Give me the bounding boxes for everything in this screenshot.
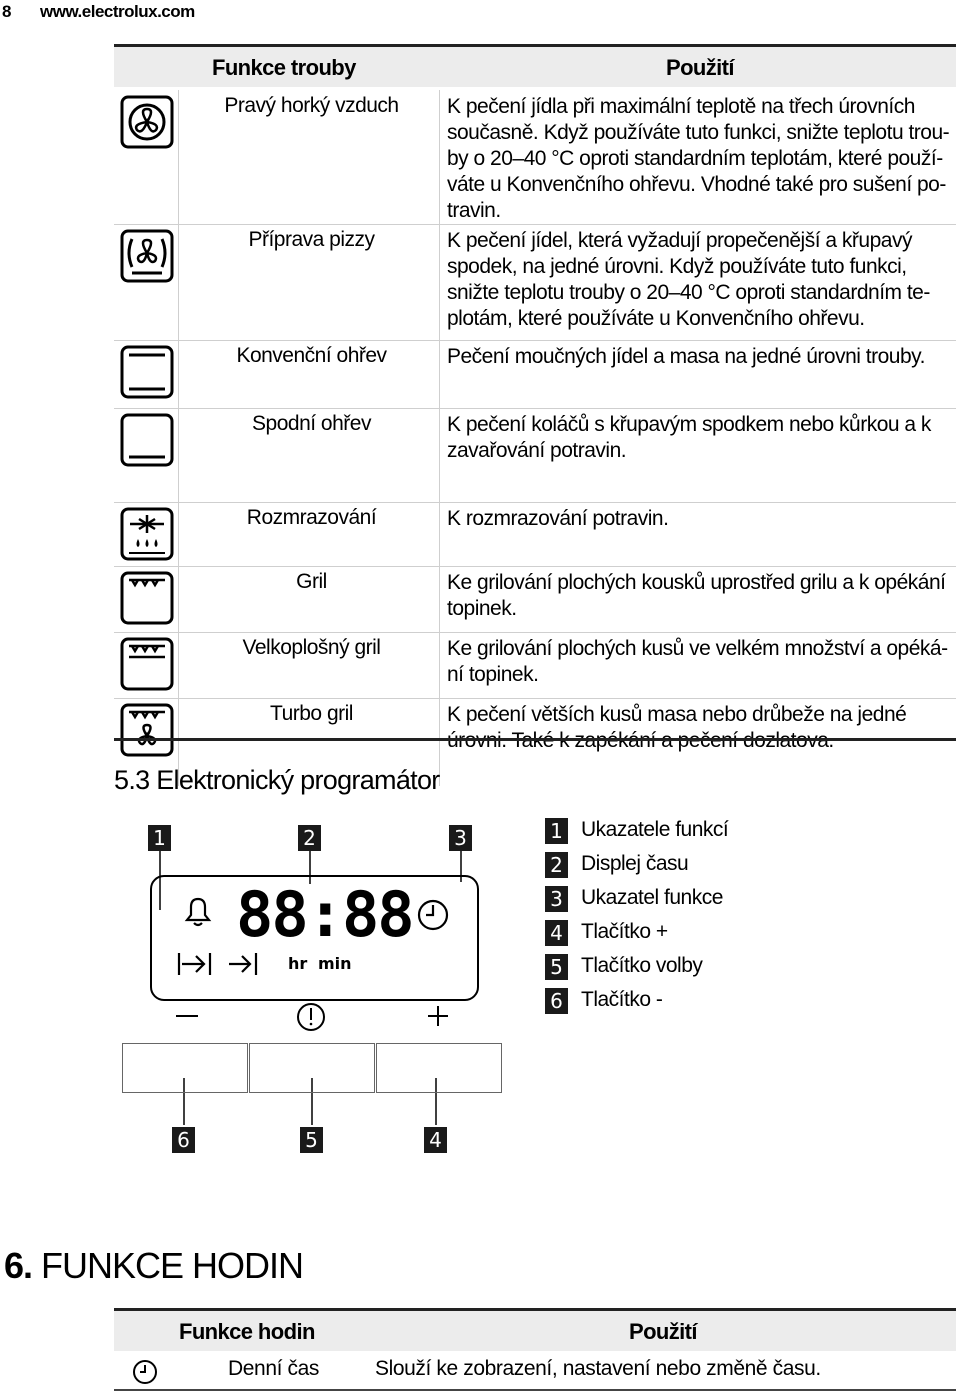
function-name: Velkoplošný gril <box>242 636 381 659</box>
callout-3: 3 <box>449 825 472 851</box>
function-name: Rozmrazování <box>246 506 377 529</box>
clock-functions-table <box>114 1308 956 1391</box>
table-header <box>114 1311 956 1351</box>
time-display: 88:88 <box>236 878 413 951</box>
clock-icon <box>415 897 451 933</box>
usage-line: travin. <box>447 199 501 222</box>
usage-line: Ke grilování plochých kusů ve velkém množství a opéká- <box>447 637 948 660</box>
usage-line: ní topinek. <box>447 663 539 686</box>
function-name: Spodní ohřev <box>252 412 371 435</box>
legend-number: 4 <box>545 920 568 946</box>
end-time-icon <box>226 950 262 978</box>
usage-line: K pečení jídel, která vyžadují propečenější a křupavý <box>447 229 912 252</box>
callout-1: 1 <box>148 825 171 851</box>
section-6-heading <box>4 1245 303 1287</box>
legend-number: 1 <box>545 818 568 844</box>
plus-icon <box>426 1004 450 1028</box>
min-label: min <box>318 954 352 973</box>
function-name: Příprava pizzy <box>248 228 375 251</box>
page-number: 8 <box>2 2 11 21</box>
callout-4: 4 <box>424 1127 447 1153</box>
clock-select-icon <box>295 1001 327 1033</box>
usage-line: K pečení koláčů s křupavým spodkem nebo kůrkou a k <box>447 413 931 436</box>
select-button[interactable] <box>249 1043 375 1093</box>
usage-line: snižte teplotu trouby o 20–40 °C oproti standardním te- <box>447 281 930 304</box>
function-name: Gril <box>296 570 327 593</box>
clock-function-usage: Slouží ke zobrazení, nastavení nebo změně času. <box>375 1357 821 1380</box>
section-number: 6. <box>4 1245 33 1286</box>
website-url: www.electrolux.com <box>40 2 195 21</box>
clock-icon <box>131 1358 159 1386</box>
usage-line: K pečení jídla při maximální teplotě na třech úrovních <box>447 95 915 118</box>
minus-button[interactable] <box>122 1043 248 1093</box>
col-usage-header: Použití <box>666 55 734 80</box>
plus-button[interactable] <box>376 1043 502 1093</box>
legend-number: 6 <box>545 988 568 1014</box>
minus-icon <box>174 1004 200 1028</box>
programmer-heading: 5.3 Elektronický programátor <box>114 765 440 795</box>
section-title: FUNKCE HODIN <box>41 1245 304 1286</box>
usage-line: topinek. <box>447 597 517 620</box>
usage-line: Ke grilování plochých kousků uprostřed grilu a k opékání <box>447 571 946 594</box>
clock-function-name: Denní čas <box>228 1357 319 1380</box>
col-usage-header: Použití <box>629 1319 697 1344</box>
usage-line: plotám, které používáte u Konvenčního ohřevu. <box>447 307 865 330</box>
usage-line: K pečení větších kusů masa nebo drůbeže na jedné <box>447 703 907 726</box>
table-row <box>114 1351 956 1391</box>
usage-line: Pečení moučných jídel a masa na jedné úrovni trouby. <box>447 345 925 368</box>
legend-label: Tlačítko - <box>581 988 663 1011</box>
function-name: Turbo gril <box>270 702 353 725</box>
duration-icon <box>176 950 216 978</box>
usage-line: zavařování potravin. <box>447 439 627 462</box>
function-name: Konvenční ohřev <box>236 344 387 367</box>
legend-label: Tlačítko + <box>581 920 668 943</box>
col-function-header: Funkce trouby <box>212 55 356 80</box>
hr-label: hr <box>288 954 308 973</box>
callout-2: 2 <box>298 825 321 851</box>
legend-label: Ukazatele funkcí <box>581 818 729 841</box>
legend-number: 3 <box>545 886 568 912</box>
legend-label: Displej času <box>581 852 689 875</box>
legend-number: 2 <box>545 852 568 878</box>
callout-6: 6 <box>172 1127 195 1153</box>
function-name: Pravý horký vzduch <box>224 94 399 117</box>
legend-label: Ukazatel funkce <box>581 886 723 909</box>
callout-5: 5 <box>300 1127 323 1153</box>
legend-label: Tlačítko volby <box>581 954 703 977</box>
usage-line: K rozmrazování potravin. <box>447 507 669 530</box>
usage-line: spodek, na jedné úrovni. Když používáte tuto funkci, <box>447 255 907 278</box>
usage-line: současně. Když používáte tuto funkci, snižte teplotu trou- <box>447 121 950 144</box>
legend-number: 5 <box>545 954 568 980</box>
col-function-header: Funkce hodin <box>179 1319 315 1344</box>
bell-icon <box>180 893 216 929</box>
usage-line: váte u Konvenčního ohřevu. Vhodné také pro sušení po- <box>447 173 946 196</box>
usage-line: by o 20–40 °C oproti standardním teplotám, které použí- <box>447 147 943 170</box>
